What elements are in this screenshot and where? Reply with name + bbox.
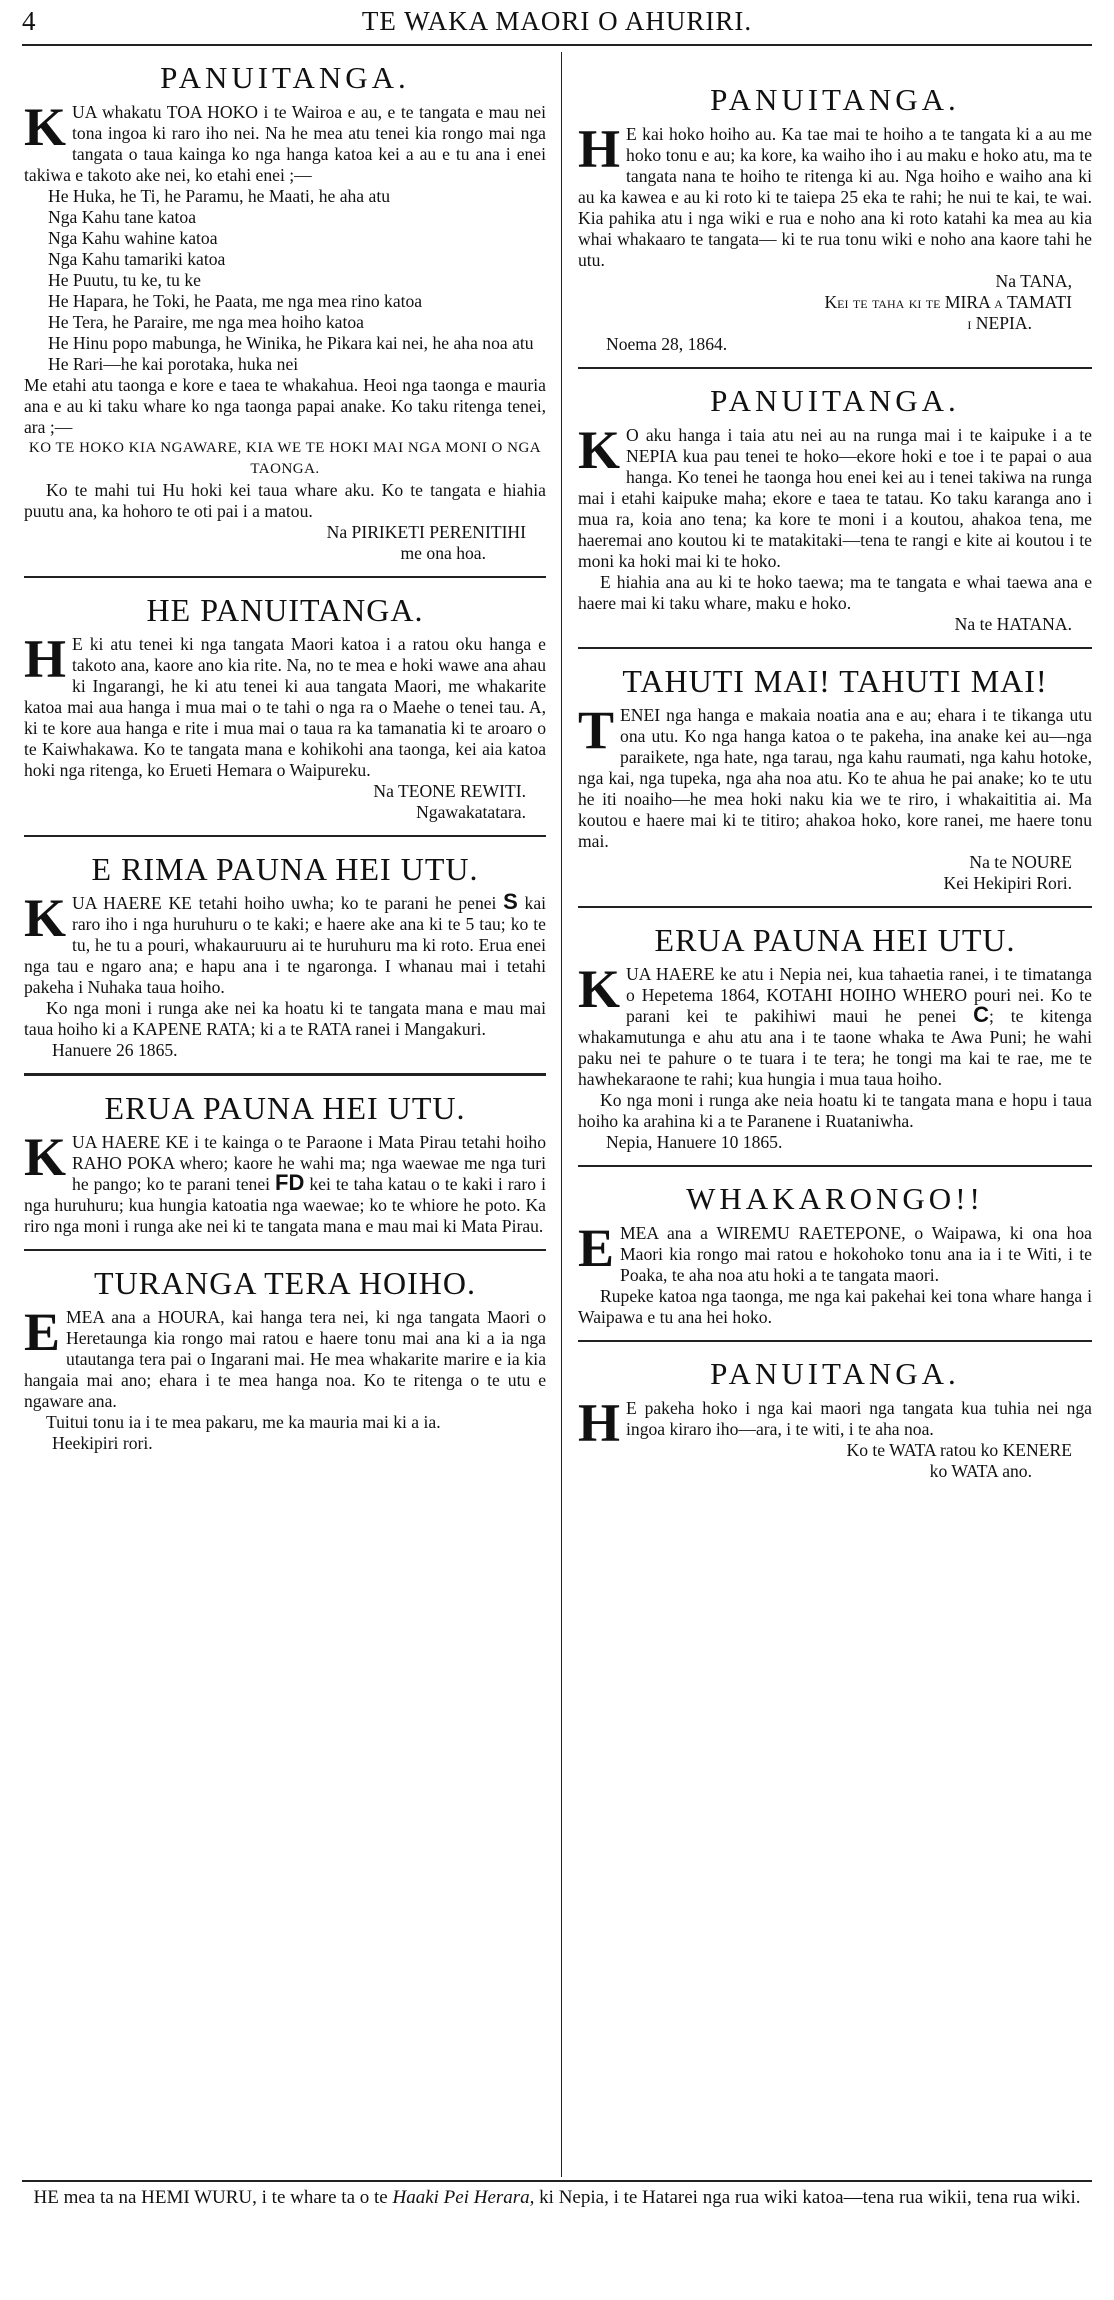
advert-heading: HE PANUITANGA. (146, 592, 424, 628)
list-item: He Huka, he Ti, he Paramu, he Maati, he aha atu (48, 186, 391, 206)
advert-separator (578, 1165, 1092, 1167)
advert-separator (24, 1249, 546, 1251)
list-item: He Rari—he kai porotaka, huka nei (48, 354, 299, 374)
advert-kai-maori (578, 1356, 1092, 1482)
advert-date: Hanuere 26 1865. (52, 1040, 178, 1060)
advert-date: Noema 28, 1864. (606, 334, 728, 354)
advert-body: E ki atu tenei ki nga tangata Maori katoa i a ratou oku hanga e takoto ana, kaore ano kia rite. Na, no te mea e hoki wawe ana ahau ki Ingarangi, he ki atu tenei ki aua tangata Maori, me whakarite katoa mai aua hanga i mua mai o te tahi o nga ra o Maehe o tenei tau. A, ki te kore aua hanga e rite i mua mai o taua ra ka tamanatia ki te aroaro o te Kaiwhakawa. Ko te tangata mana e kohikohi ana taonga, kei aia katoa hoki nga ritenga, ko Erueti Hemara o Waipureku. (24, 634, 546, 780)
drop-cap: K (578, 420, 621, 480)
left-column (24, 60, 546, 1454)
advert-signature: Na TANA, (995, 271, 1072, 291)
advert-heading: PANUITANGA. (710, 383, 960, 418)
advert-heading: PANUITANGA. (160, 60, 410, 95)
advert-heading: ERUA PAUNA HEI UTU. (104, 1090, 466, 1126)
column-divider (561, 52, 562, 2177)
horse-brand-c: C (973, 1002, 990, 1027)
drop-cap: H (578, 119, 621, 179)
advert-body: UA HAERE KE tetahi hoiho uwha; ko te parani he penei (72, 893, 497, 913)
advert-signature-line2: Kei Hekipiri Rori. (943, 873, 1072, 893)
advert-heading: TURANGA TERA HOIHO. (94, 1265, 476, 1301)
drop-cap: K (24, 888, 67, 948)
drop-cap: K (24, 97, 67, 157)
page-header (0, 0, 1114, 40)
advert-signature-line2: Ngawakatatara. (416, 802, 526, 822)
goods-list (24, 186, 546, 375)
advert-kai-hoko-hoiho (578, 82, 1092, 355)
drop-cap: H (24, 629, 67, 689)
advert-closing: Ko te mahi tui Hu hoki kei taua whare aku. Ko te tangata e hiahia puutu ana, ka hohoro te oti pai i a matou. (24, 480, 546, 521)
advert-body-2: Ko nga moni i runga ake nei ka hoatu ki te tangata mana e mau mai taua hoiho ki a KAPENE RATA; ki a te RATA ranei i Mangakuri. (24, 998, 546, 1039)
advert-heading: PANUITANGA. (710, 82, 960, 117)
advert-signature: Na te NOURE (969, 852, 1072, 872)
advert-heading: ERUA PAUNA HEI UTU. (654, 922, 1016, 958)
drop-cap: T (578, 700, 615, 760)
advert-body: Me etahi atu taonga e kore e taea te whakahua. Heoi nga taonga e mauria ana e au ki taku whare ko nga taonga papai anake. Ko taku ritenga tenei, ara ;— (24, 375, 546, 437)
right-column (578, 60, 1092, 1482)
advert-heading: WHAKARONGO!! (686, 1181, 984, 1216)
advert-body: UA HAERE ke atu i Nepia nei, kua tahaetia ranei, i te timatanga o Hepetema 1864, KOTAHI HOIHO WHERO pouri nei. Ko te parani kei te pakihiwi maui he penei (626, 964, 1092, 1026)
advert-body-2: Tuitui tonu ia i te mea pakaru, me ka mauria mai ki a ia. (46, 1412, 441, 1432)
advert-signature-line2: ko WATA ano. (929, 1461, 1032, 1481)
drop-cap: E (578, 1218, 615, 1278)
advert-separator (578, 647, 1092, 649)
header-rule (22, 44, 1092, 46)
advert-whakarongo (578, 1181, 1092, 1328)
drop-cap: E (24, 1302, 61, 1362)
advert-separator (578, 906, 1092, 908)
advert-heading: TAHUTI MAI! TAHUTI MAI! (622, 663, 1048, 699)
masthead-title: TE WAKA MAORI O AHURIRI. (361, 6, 753, 36)
advert-separator (578, 1340, 1092, 1342)
imprint-text-a: HE mea ta na HEMI WURU, i te whare ta o te (33, 2187, 388, 2208)
advert-signature: Ko te WATA ratou ko KENERE (846, 1440, 1072, 1460)
advert-separator (24, 835, 546, 837)
horse-brand-fd: FD (275, 1170, 305, 1195)
list-item: He Tera, he Paraire, me nga mea hoiho katoa (48, 312, 364, 332)
advert-body: O aku hanga i taia atu nei au na runga mai i te kaipuke i a te NEPIA kua pau tenei te hoko—ekore hoki e toe i te papai o aua hanga. Ko tenei he taonga hou enei kei au i tenei takiwa na runga mai i etahi kaipuke maha; ekore e taea te tatau. Ko taku karanga ano i mua ra, koia ano tena; ka kore te moni i a koutou, ahakoa tena, me haeremai ano koutou ki te matakitaki—tena te rangi e kite ai koutou i te moni ka hoki mai ki te hoko. (578, 425, 1092, 571)
advert-signature-line3: i NEPIA. (967, 313, 1032, 333)
advert-separator (24, 576, 546, 578)
advert-signature: Heekipiri rori. (52, 1433, 153, 1453)
drop-cap: H (578, 1393, 621, 1453)
imprint-text (22, 2182, 1092, 2209)
advert-body-cont: kei te taha katau o te kaki i raro i nga huruhuru; kua hungia katoatia nga waewae; ko te whiore he poto. Ka riro nga moni i runga ake nei ki te tangata mana e mau mai ki Mata Pirau. (24, 1174, 546, 1236)
advert-erua-pauna-raho (24, 1090, 546, 1237)
imprint-footer (22, 2180, 1092, 2209)
horse-brand-s: S (503, 889, 518, 914)
advert-heading: PANUITANGA. (710, 1356, 960, 1391)
list-item: He Hapara, he Toki, he Paata, me nga mea rino katoa (48, 291, 423, 311)
list-item: Nga Kahu wahine katoa (48, 228, 218, 248)
advert-rule-text: KO TE HOKO KIA NGAWARE, KIA WE TE HOKI MAI NGA MONI O NGA TAONGA. (28, 440, 542, 477)
paper-name: Haaki Pei Herara (392, 2187, 530, 2208)
advert-toa-hoko (24, 60, 546, 564)
advert-aku-hanga (578, 383, 1092, 635)
advert-body: UA HAERE KE i te kainga o te Paraone i Mata Pirau tetahi hoiho RAHO POKA whero; kaore he wahi ma; nga waewae me nga turi he pango; ko te parani tenei (72, 1132, 546, 1194)
advert-e-rima-pauna (24, 851, 546, 1061)
advert-body: MEA ana a HOURA, kai hanga tera nei, ki nga tangata Maori o Heretaunga kia rongo mai ratou e haere tonu mai ana ki a ia nga utautanga tera pai o Ingarani mai. He mea whakarite marire e ia kia hangaia mai ano; ehara i te mea hanga noa. Ko te ritenga o te utu e ngaware ana. (24, 1307, 546, 1411)
advert-signature-line2: me ona hoa. (400, 543, 486, 563)
advert-body-2: Ko nga moni i runga ake neia hoatu ki te tangata mana e hopu i taua hoiho ka arahina ki a te Paranene i Ruataniwha. (578, 1090, 1092, 1131)
advert-body: E pakeha hoko i nga kai maori nga tangata kua tuhia nei nga ingoa kiraro iho—ara, i te witi, i te aha noa. (626, 1398, 1092, 1439)
advert-body: ENEI nga hanga e makaia noatia ana e au; ehara i te tikanga utu ona utu. Ko nga hanga katoa o te pakeha, ina anake kei au—nga paraikete, nga hate, nga tarau, nga kahu raumati, nga kahu hotoke, nga kai, nga tupeka, nga aha noa atu. Ko te ahua he pai anake; ko te utu he iti noaiho—he mea hoki naku kia we te riro, i whakaititia ai. Ma koutou e haere mai ki te titiro; ahakoa hoko, kore ranei, me haere tonu mai. (578, 705, 1092, 851)
advert-intro: UA whakatu TOA HOKO i te Wairoa e au, e te tangata e mau nei tona ingoa ki raro iho nei. Na he mea atu tenei kia rongo mai nga tangata o taua kainga ko nga hanga katoa kei a au e tu ana i enei takiwa e takoto ake nei, ko etahi enei ;— (24, 102, 546, 185)
advert-separator (24, 1073, 546, 1076)
advert-body: MEA ana a WIREMU RAETEPONE, o Waipawa, ki ona hoa Maori kia rongo mai ratou e hokohoko tonu ana ia i te Witi, i te Poaka, te aha noa atu hoki a te tangata maori. (620, 1223, 1092, 1285)
advert-signature: Na TEONE REWITI. (373, 781, 526, 801)
advert-separator (578, 367, 1092, 369)
drop-cap: K (578, 959, 621, 1019)
advert-date: Nepia, Hanuere 10 1865. (606, 1132, 783, 1152)
advert-signature: Na te HATANA. (954, 614, 1072, 634)
list-item: He Puutu, tu ke, tu ke (48, 270, 201, 290)
advert-erua-pauna-whero (578, 922, 1092, 1153)
advert-body-2: Rupeke katoa nga taonga, me nga kai pakehai kei tona whare hanga i Waipawa e tu ana hei hoko. (578, 1286, 1092, 1327)
list-item: Nga Kahu tamariki katoa (48, 249, 226, 269)
list-item: He Hinu popo mabunga, he Winika, he Pikara kai nei, he aha noa atu (48, 333, 534, 353)
advert-signature: Na PIRIKETI PERENITIHI (326, 522, 526, 542)
advert-tahuti-mai (578, 663, 1092, 894)
advert-body: E kai hoko hoiho au. Ka tae mai te hoiho a te tangata ki a au me hoko tonu e au; ka kore, ka waiho iho i au maku e hoko atu, ma te tangata nana te hoiho te ritenga ki au. Nga hoiho e waiho ana ki au ka kawea e au ki roto ki te taiepa 25 eka te rahi; he nui te kai, te wai. Kia pahika atu i nga wiki e rua e noho ana ki roto katahi ka mea au kia whai whakaaro te tangata— ki te rua tonu wiki e noho ana kaore tahi he utu. (578, 124, 1092, 270)
list-item: Nga Kahu tane katoa (48, 207, 197, 227)
advert-signature-line2: Kei te taha ki te MIRA a TAMATI (824, 292, 1072, 312)
advert-heading: E RIMA PAUNA HEI UTU. (91, 851, 479, 887)
imprint-text-b: , ki Nepia, i te Hatarei nga rua wiki katoa—tena rua wikii, tena rua wiki. (529, 2187, 1081, 2208)
advert-he-panuitanga (24, 592, 546, 823)
advert-turanga-tera (24, 1265, 546, 1454)
advert-body-cont: kai raro iho i nga huruhuru o te kaki; e haere ake ana ki te 5 tau; ko te tu, he tu a pouri, whakauruuru ai te huruhuru ma ki roto. Erua enei nga tau e ngaro ana; e hapu ana i te ngaronga. I whanau mai i tetahi pakeha i Nuhaka taua hoiho. (24, 893, 547, 997)
advert-body-cont: ; te kitenga whakamutunga e ahu atu ana i te taone whaka te Awa Puni; he wahi paku nei te pahure o te tuara i te tera; he tongi ma kai te rae, me te hawhekaraone te rahi; kua hungia i mua taua hoiho. (578, 1006, 1092, 1089)
page-number: 4 (22, 6, 36, 36)
drop-cap: K (24, 1127, 67, 1187)
advert-body-2: E hiahia ana au ki te hoko taewa; ma te tangata e whai taewa ana e haere mai ki taku whare, maku e hoko. (578, 572, 1092, 613)
